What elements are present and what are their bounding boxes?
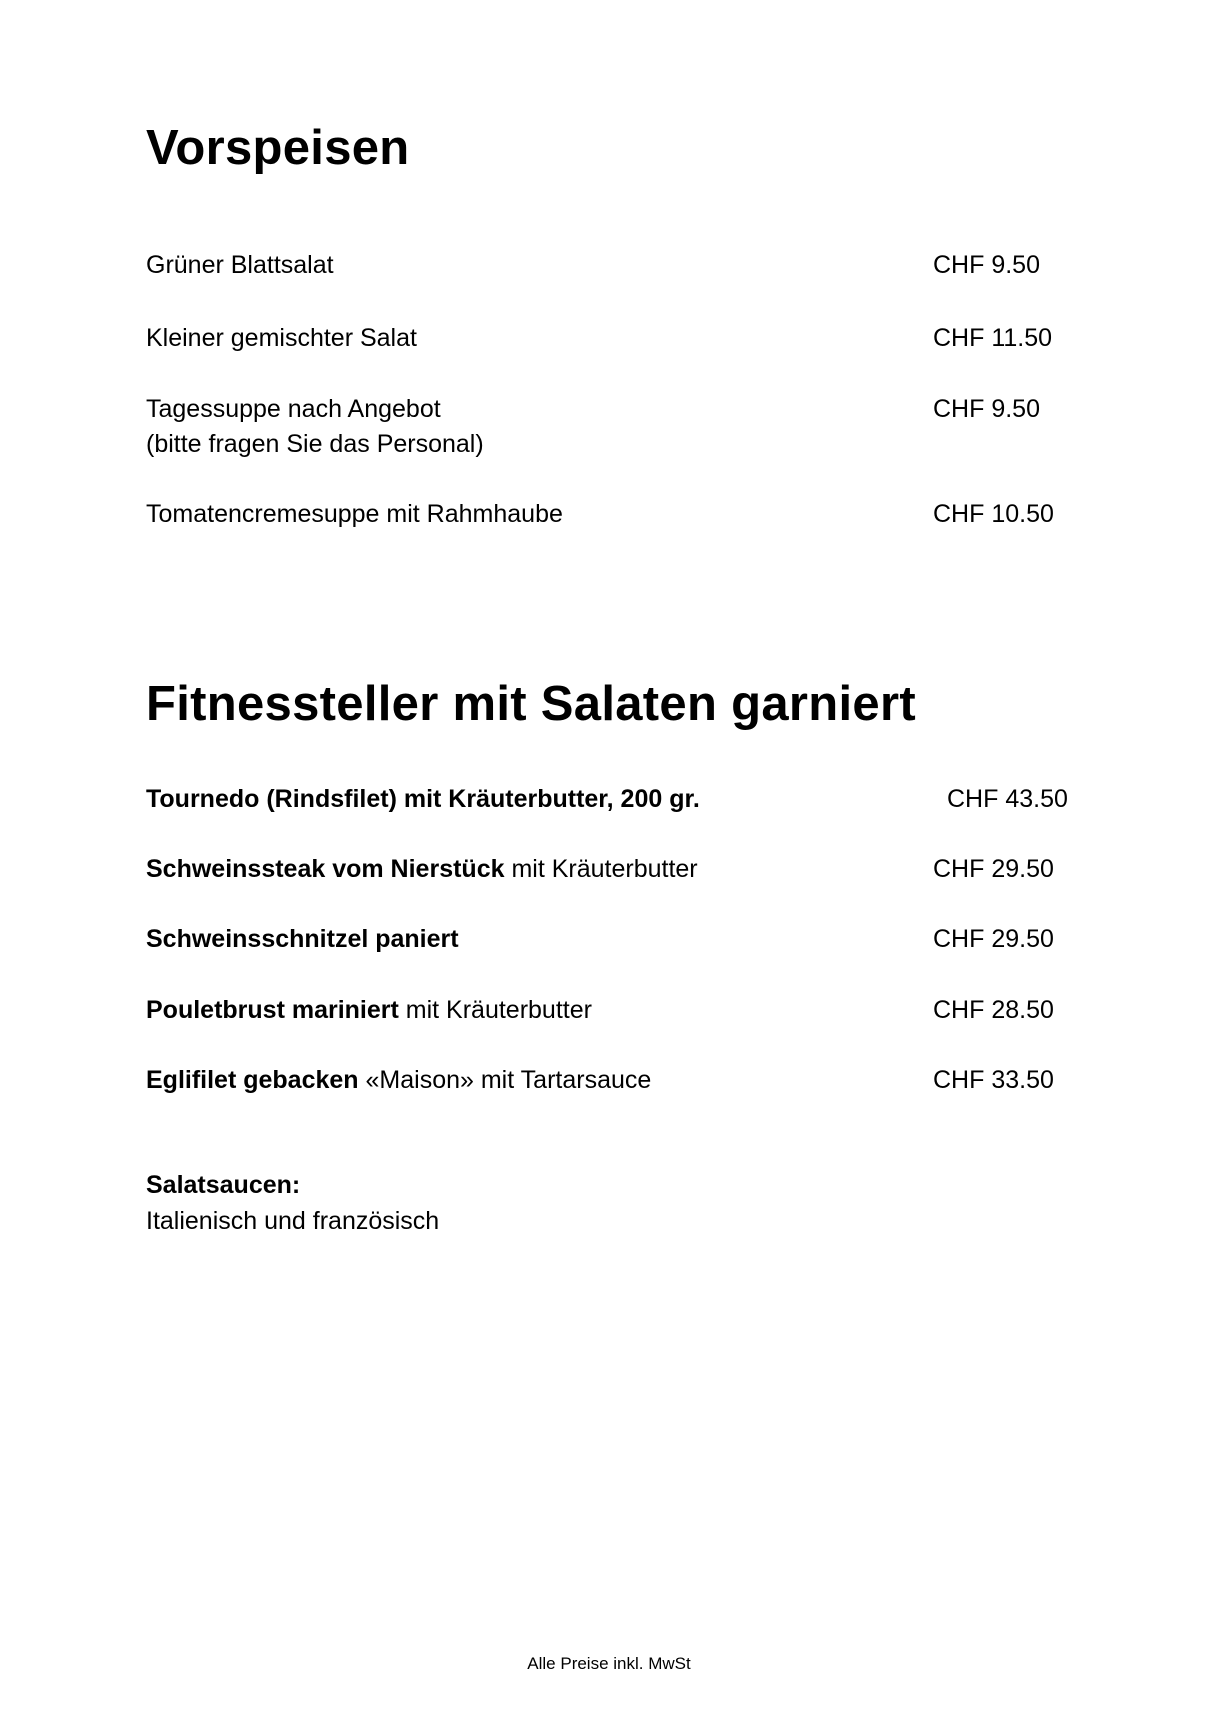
menu-item-price: CHF 29.50 (933, 925, 1054, 953)
menu-item-name: Tagessuppe nach Angebot (146, 395, 441, 423)
menu-item-price: CHF 10.50 (933, 500, 1054, 528)
menu-item-price: CHF 9.50 (933, 395, 1040, 423)
menu-item-price: CHF 43.50 (947, 785, 1068, 813)
footer-note: Alle Preise inkl. MwSt (527, 1654, 691, 1673)
menu-item-name (146, 921, 459, 957)
menu-item-name (146, 851, 698, 887)
section-title-fitness: Fitnessteller mit Salaten garniert (146, 677, 916, 731)
menu-item-name-rest: «Maison» mit Tartarsauce (358, 1066, 652, 1094)
menu-item-price: CHF 29.50 (933, 855, 1054, 883)
menu-item-name-bold: Tournedo (Rindsfilet) mit Kräuterbutter, 200 gr. (146, 785, 700, 813)
menu-item-name-bold: Pouletbrust mariniert (146, 996, 399, 1024)
menu-item-name-rest: mit Kräuterbutter (398, 996, 592, 1024)
menu-item-name (146, 1062, 651, 1098)
menu-item-name (146, 992, 592, 1028)
section-title-starters: Vorspeisen (146, 121, 410, 175)
menu-item-note: (bitte fragen Sie das Personal) (146, 430, 484, 458)
menu-item-name: Tomatencremesuppe mit Rahmhaube (146, 500, 563, 528)
menu-item-name: Grüner Blattsalat (146, 251, 334, 279)
dressings-label: Salatsaucen: (146, 1171, 301, 1199)
dressings-value: Italienisch und französisch (146, 1207, 440, 1235)
menu-item-price: CHF 33.50 (933, 1066, 1054, 1094)
menu-item-name-bold: Eglifilet gebacken (146, 1066, 359, 1094)
menu-item-price: CHF 9.50 (933, 251, 1040, 279)
menu-item-name-bold: Schweinssteak vom Nierstück (146, 855, 505, 883)
menu-item-name: Kleiner gemischter Salat (146, 324, 417, 352)
menu-item-price: CHF 28.50 (933, 996, 1054, 1024)
menu-item-name-rest: mit Kräuterbutter (504, 855, 698, 883)
menu-item-price: CHF 11.50 (933, 324, 1053, 352)
menu-item-name (146, 781, 700, 817)
menu-item-name-bold: Schweinsschnitzel paniert (146, 925, 459, 953)
